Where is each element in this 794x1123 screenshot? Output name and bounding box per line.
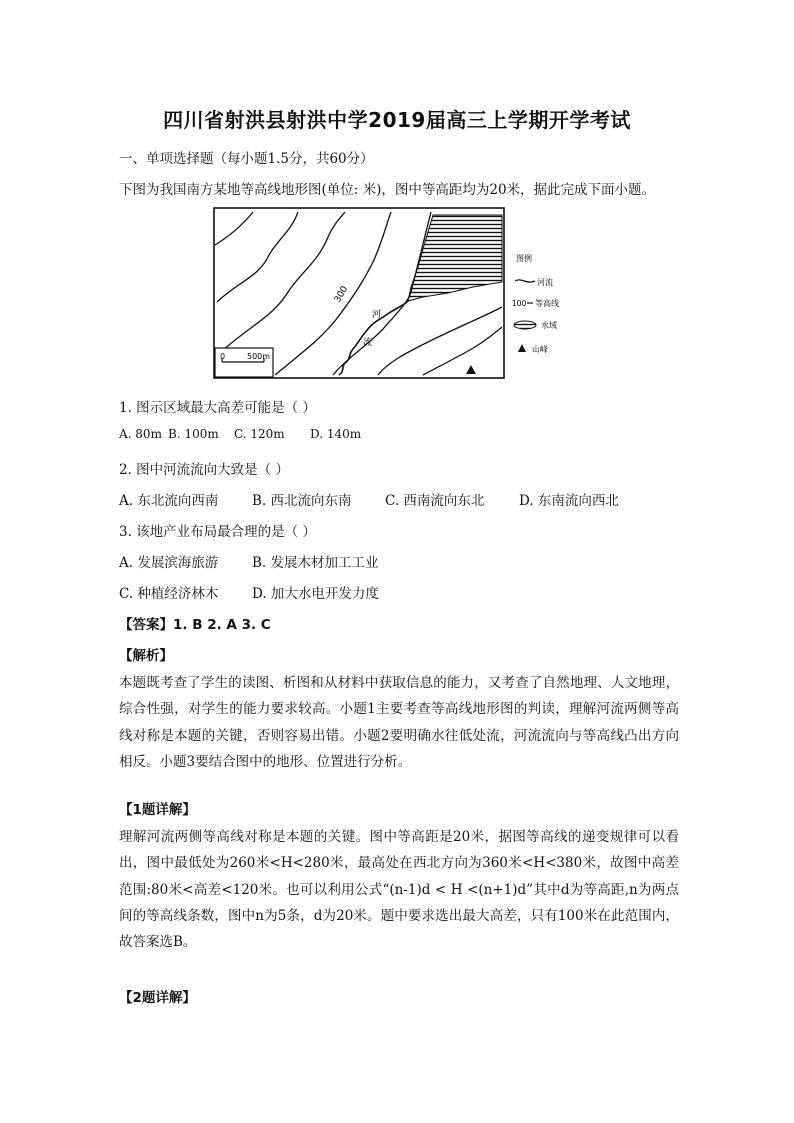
legend-peak-label: 山峰 [532, 345, 548, 354]
legend-peak-icon [518, 344, 526, 352]
option-d: D. 加大水电开发力度 [252, 586, 379, 602]
contour-line [217, 212, 298, 302]
option-b: B. 发展木材加工工业 [252, 555, 379, 571]
legend-water-icon [514, 321, 536, 329]
option-b: B. 100m [168, 427, 219, 441]
legend-water-label: 水域 [541, 321, 557, 330]
scale-end: 500m [247, 352, 271, 361]
question-1-stem: 1. 图示区域最大高差可能是（ ） [119, 400, 316, 416]
option-a: A. 80m [119, 427, 162, 441]
analysis-heading: 【解析】 [119, 648, 173, 664]
contour-line [215, 212, 253, 245]
analysis-text: 本题既考查了学生的读图、析图和从材料中获取信息的能力，又考查了自然地理、人文地理，综合性强，对学生的能力要求较高。小题1主要考查等高线地形图的判读，理解河流两侧等高线对称是本题的关键，否则容易出错。小题2要明确水往低处流，河流流向与等高线凸出方向相反。小题3要结合图中的地形、位置进行分析。 [119, 675, 679, 770]
question-3-options-row2 [119, 582, 379, 602]
contour-label: 300 [332, 284, 351, 305]
detail-1-text: 理解河流两侧等高线对称是本题的关键。图中等高距是20米，据图等高线的递变规律可以看出，图中最低处为260米<H<280米，最高处在西北方向为360米<H<380米，故图中高差范围:80米<高差<120米。也可以利用公式“(n-1)d < H <(n+1)d”其中d为等高距,n为两点间的等高线条数，图中n为5条，d为20米。题中要求选出最大高差，只有100米在此范围内，故答案选B。 [119, 829, 679, 951]
question-intro: 下图为我国南方某地等高线地形图(单位: 米)，图中等高距均为20米，据此完成下面小题。 [119, 182, 656, 198]
answer-line: 【答案】1. B 2. A 3. C [119, 617, 271, 633]
option-a: A. 发展滨海旅游 [119, 555, 219, 571]
option-c: C. 西南流向东北 [385, 493, 485, 509]
question-3-stem: 3. 该地产业布局最合理的是（ ） [119, 524, 316, 540]
option-c: C. 120m [234, 427, 285, 441]
legend-contour-label: 等高线 [535, 299, 559, 308]
detail-1-heading: 【1题详解】 [119, 802, 196, 818]
question-3-options-row1 [119, 551, 379, 571]
peak-marker [466, 365, 476, 374]
legend-river-label: 河流 [537, 278, 553, 287]
legend-contour-value: 100 [512, 299, 527, 308]
river-label: 河 [372, 310, 382, 320]
option-a: A. 东北流向西南 [119, 493, 219, 509]
question-1-options [119, 427, 361, 441]
page-title: 四川省射洪县射洪中学2019届高三上学期开学考试 [163, 108, 631, 132]
question-2-options [119, 489, 619, 509]
option-b: B. 西北流向东南 [252, 493, 352, 509]
contour-line [423, 327, 502, 375]
river-label: 流 [363, 338, 373, 348]
contour-line [275, 212, 391, 375]
option-c: C. 种植经济林木 [119, 586, 219, 602]
section-heading: 一、单项选择题（每小题1.5分，共60分） [119, 151, 374, 167]
question-2-stem: 2. 图中河流流向大致是（ ） [119, 462, 289, 478]
scale-zero: 0 [220, 352, 226, 361]
legend-river-icon [515, 280, 535, 282]
contour-map [213, 207, 597, 381]
option-d: D. 140m [310, 427, 362, 441]
detail-2-heading: 【2题详解】 [119, 990, 196, 1006]
legend-title: 图例 [516, 254, 532, 263]
water-area [408, 215, 502, 301]
map-legend [512, 253, 559, 354]
option-d: D. 东南流向西北 [519, 493, 619, 509]
